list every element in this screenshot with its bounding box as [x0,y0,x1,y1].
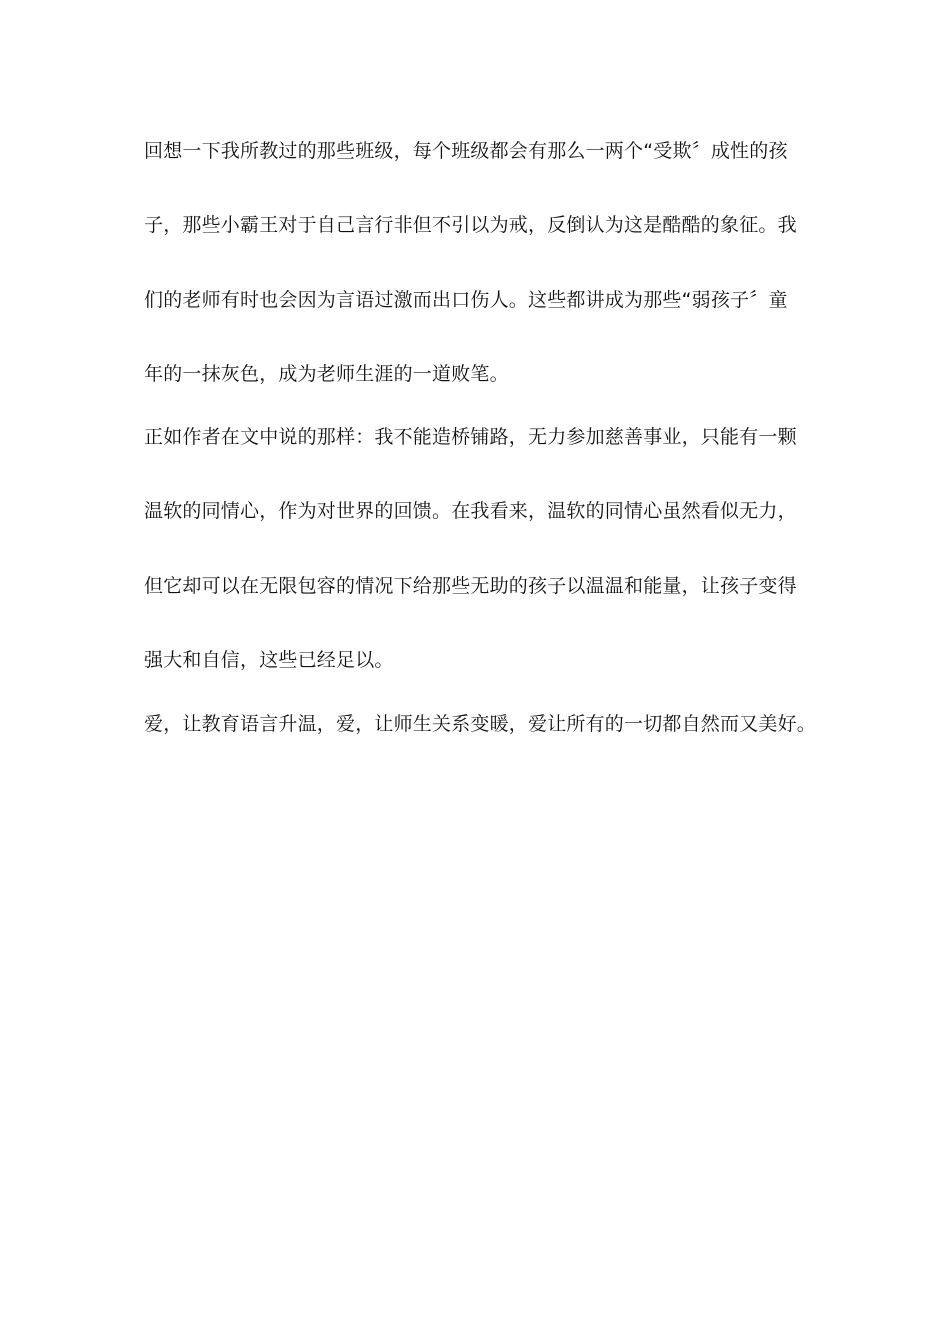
text-line: 强大和自信，这些已经足以。 [144,649,394,671]
text-line: 们的老师有时也会因为言语过激而出口伤人。这些都讲成为那些“弱孩子〞童 [144,289,788,311]
text-line: 但它却可以在无限包容的情况下给那些无助的孩子以温温和能量，让孩子变得 [144,575,797,597]
text-line: 年的一抹灰色，成为老师生涯的一道败笔。 [144,363,509,385]
text-line: 正如作者在文中说的那样：我不能造桥铺路，无力参加慈善事业，只能有一颗 [144,426,797,448]
text-line: 子，那些小霸王对于自己言行非但不引以为戒，反倒认为这是酷酷的象征。我 [144,214,797,236]
text-line: 回想一下我所教过的那些班级，每个班级都会有那么一两个“受欺〞成性的孩 [144,140,788,162]
text-line: 爱，让教育语言升温，爱，让师生关系变暖，爱让所有的一切都自然而又美好。 [144,713,817,735]
text-line: 温软的同情心，作为对世界的回馈。在我看来，温软的同情心虽然看似无力， [144,500,797,522]
